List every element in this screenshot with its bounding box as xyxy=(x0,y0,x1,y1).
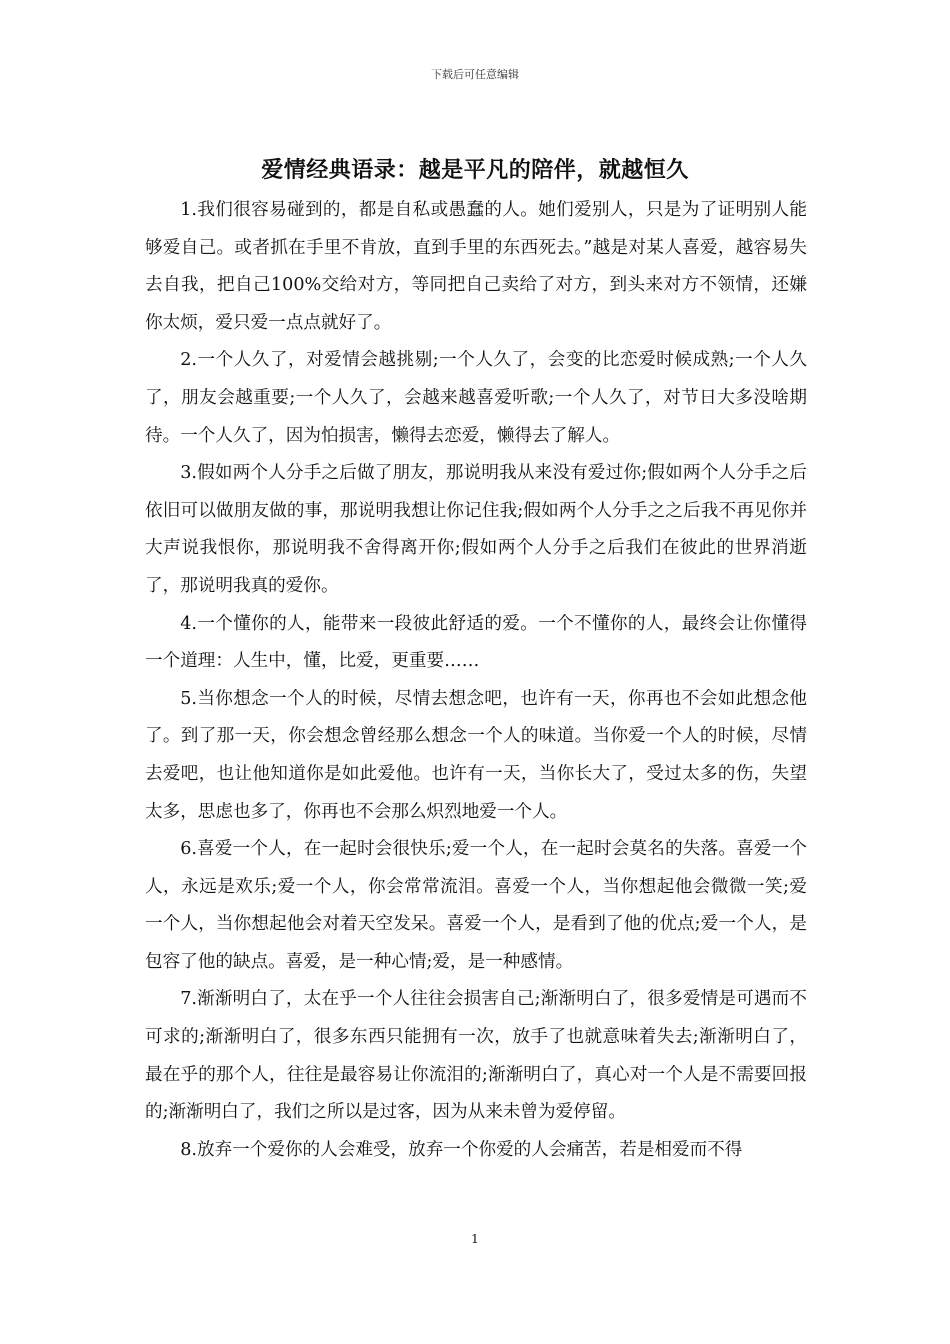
paragraph-1: 1.我们很容易碰到的，都是自私或愚蠢的人。她们爱别人，只是为了证明别人能够爱自己。或者抓在手里不肯放，直到手里的东西死去。”越是对某人喜爱，越容易失去自我，把自己100%交给对方，等同把自己卖给了对方，到头来对方不领情，还嫌你太烦，爱只爱一点点就好了。 xyxy=(145,200,807,333)
paragraph-6: 6.喜爱一个人，在一起时会很快乐;爱一个人，在一起时会莫名的失落。喜爱一个人，永远是欢乐;爱一个人，你会常常流泪。喜爱一个人，当你想起他会微微一笑;爱一个人，当你想起他会对着天空发呆。喜爱一个人，是看到了他的优点;爱一个人，是包容了他的缺点。喜爱，是一种心情;爱，是一种感情。 xyxy=(145,839,807,972)
page-number: 1 xyxy=(471,1232,479,1246)
paragraph-8: 8.放弃一个爱你的人会难受，放弃一个你爱的人会痛苦，若是相爱而不得 xyxy=(180,1139,743,1160)
paragraph-2: 2.一个人久了，对爱情会越挑剔;一个人久了，会变的比恋爱时候成熟;一个人久了，朋友会越重要;一个人久了，会越来越喜爱听歌;一个人久了，对节日大多没啥期待。一个人久了，因为怕损害，懒得去恋爱，懒得去了解人。 xyxy=(145,350,807,446)
paragraph-7: 7.渐渐明白了，太在乎一个人往往会损害自己;渐渐明白了，很多爱情是可遇而不可求的;渐渐明白了，很多东西只能拥有一次，放手了也就意味着失去;渐渐明白了，最在乎的那个人，往往是最容易让你流泪的;渐渐明白了，真心对一个人是不需要回报的;渐渐明白了，我们之所以是过客，因为从来未曾为爱停留。 xyxy=(145,989,807,1123)
paragraph-3: 3.假如两个人分手之后做了朋友，那说明我从来没有爱过你;假如两个人分手之后依旧可以做朋友做的事，那说明我想让你记住我;假如两个人分手之之后我不再见你并大声说我恨你，那说明我不舍得离开你;假如两个人分手之后我们在彼此的世界消逝了，那说明我真的爱你。 xyxy=(145,463,807,596)
paragraph-4: 4.一个懂你的人，能带来一段彼此舒适的爱。一个不懂你的人，最终会让你懂得一个道理：人生中，懂，比爱，更重要…… xyxy=(145,613,807,672)
document-body xyxy=(145,192,807,1169)
paragraph-5: 5.当你想念一个人的时候，尽情去想念吧，也许有一天，你再也不会如此想念他了。到了那一天，你会想念曾经那么想念一个人的味道。当你爱一个人的时候，尽情去爱吧，也让他知道你是如此爱他。也许有一天，当你长大了，受过太多的伤，失望太多，思虑也多了，你再也不会那么炽烈地爱一个人。 xyxy=(145,688,807,822)
document-title: 爱情经典语录：越是平凡的陪伴，就越恒久 xyxy=(261,157,689,183)
page-header: 下载后可任意编辑 xyxy=(431,68,519,81)
